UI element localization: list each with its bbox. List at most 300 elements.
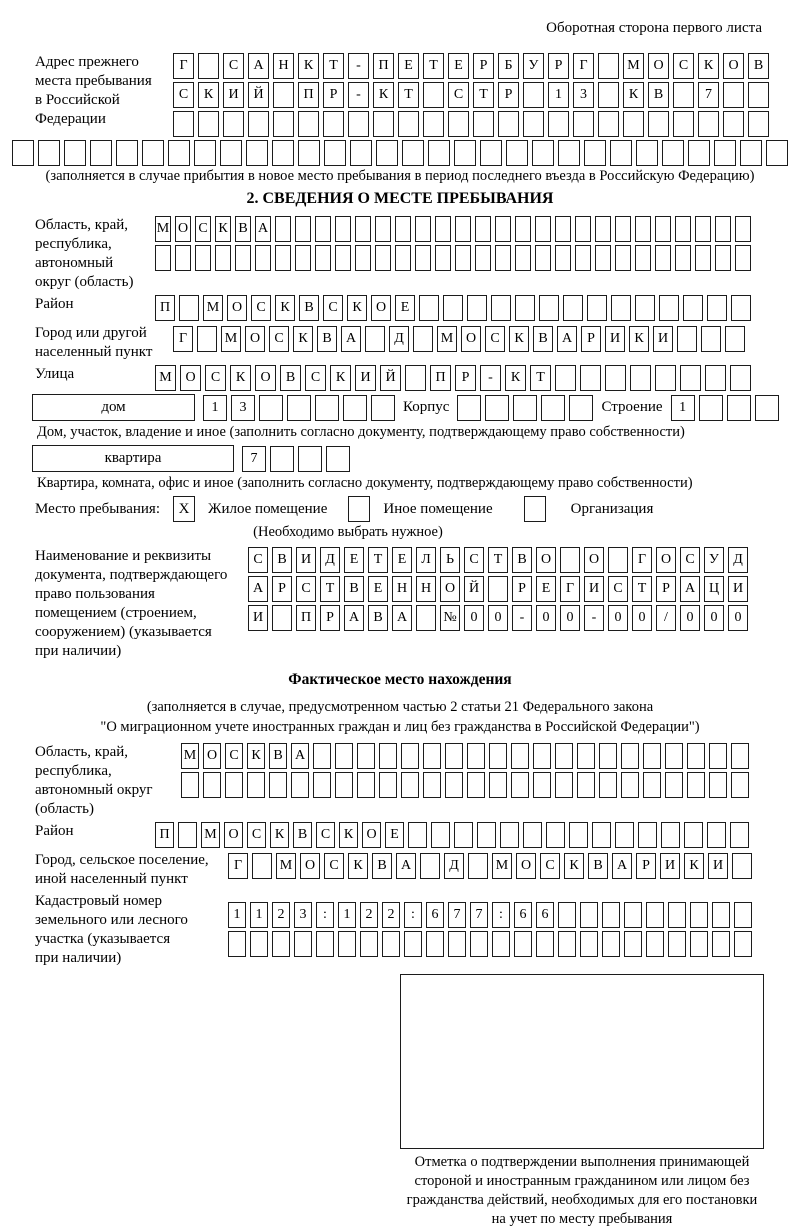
- char-cell[interactable]: [316, 931, 334, 957]
- char-cell[interactable]: Т: [423, 53, 444, 79]
- char-cell[interactable]: А: [557, 326, 577, 352]
- char-cell[interactable]: [313, 772, 331, 798]
- char-cell[interactable]: [419, 295, 439, 321]
- char-cell[interactable]: [64, 140, 86, 166]
- char-cell[interactable]: [223, 111, 244, 137]
- char-cell[interactable]: [350, 140, 372, 166]
- char-cell[interactable]: А: [344, 605, 364, 631]
- char-cell[interactable]: [630, 365, 651, 391]
- char-cell[interactable]: [655, 216, 671, 242]
- char-cell[interactable]: В: [588, 853, 608, 879]
- char-cell[interactable]: П: [296, 605, 316, 631]
- char-cell[interactable]: [683, 295, 703, 321]
- char-cell[interactable]: [491, 295, 511, 321]
- char-cell[interactable]: [687, 743, 705, 769]
- char-cell[interactable]: [595, 245, 611, 271]
- char-cell[interactable]: [515, 216, 531, 242]
- char-cell[interactable]: [580, 902, 598, 928]
- char-cell[interactable]: [599, 772, 617, 798]
- char-cell[interactable]: И: [355, 365, 376, 391]
- char-cell[interactable]: [404, 931, 422, 957]
- char-cell[interactable]: [734, 902, 752, 928]
- char-cell[interactable]: И: [223, 82, 244, 108]
- char-cell[interactable]: Р: [636, 853, 656, 879]
- char-cell[interactable]: А: [341, 326, 361, 352]
- char-cell[interactable]: [592, 822, 611, 848]
- stay-type-checkbox-residential[interactable]: X: [173, 496, 195, 522]
- char-cell[interactable]: П: [155, 295, 175, 321]
- char-cell[interactable]: О: [536, 547, 556, 573]
- char-cell[interactable]: Г: [573, 53, 594, 79]
- char-cell[interactable]: [142, 140, 164, 166]
- char-cell[interactable]: [197, 326, 217, 352]
- char-cell[interactable]: [246, 140, 268, 166]
- char-cell[interactable]: М: [155, 365, 176, 391]
- char-cell[interactable]: [621, 772, 639, 798]
- char-cell[interactable]: [643, 772, 661, 798]
- char-cell[interactable]: К: [198, 82, 219, 108]
- char-cell[interactable]: К: [684, 853, 704, 879]
- char-cell[interactable]: [467, 743, 485, 769]
- char-cell[interactable]: С: [540, 853, 560, 879]
- char-cell[interactable]: [315, 395, 339, 421]
- char-cell[interactable]: /: [656, 605, 676, 631]
- char-cell[interactable]: [203, 772, 221, 798]
- char-cell[interactable]: [298, 140, 320, 166]
- char-cell[interactable]: [577, 772, 595, 798]
- char-cell[interactable]: [295, 216, 311, 242]
- char-cell[interactable]: [695, 216, 711, 242]
- char-cell[interactable]: [624, 931, 642, 957]
- fact-district-row[interactable]: [155, 822, 749, 848]
- char-cell[interactable]: [480, 140, 502, 166]
- char-cell[interactable]: [643, 743, 661, 769]
- char-cell[interactable]: К: [275, 295, 295, 321]
- char-cell[interactable]: [455, 216, 471, 242]
- char-cell[interactable]: [357, 772, 375, 798]
- char-cell[interactable]: [655, 365, 676, 391]
- char-cell[interactable]: 6: [514, 902, 532, 928]
- char-cell[interactable]: Т: [320, 576, 340, 602]
- char-cell[interactable]: 3: [231, 395, 255, 421]
- char-cell[interactable]: 0: [488, 605, 508, 631]
- char-cell[interactable]: [259, 395, 283, 421]
- char-cell[interactable]: [677, 326, 697, 352]
- char-cell[interactable]: Д: [444, 853, 464, 879]
- char-cell[interactable]: [598, 111, 619, 137]
- char-cell[interactable]: [714, 140, 736, 166]
- char-cell[interactable]: [348, 111, 369, 137]
- char-cell[interactable]: 0: [632, 605, 652, 631]
- char-cell[interactable]: [12, 140, 34, 166]
- char-cell[interactable]: [335, 216, 351, 242]
- char-cell[interactable]: 2: [382, 902, 400, 928]
- char-cell[interactable]: [295, 245, 311, 271]
- char-cell[interactable]: [413, 326, 433, 352]
- char-cell[interactable]: [560, 547, 580, 573]
- char-cell[interactable]: М: [276, 853, 296, 879]
- char-cell[interactable]: [624, 902, 642, 928]
- char-cell[interactable]: [665, 743, 683, 769]
- char-cell[interactable]: [448, 111, 469, 137]
- char-cell[interactable]: [635, 295, 655, 321]
- char-cell[interactable]: С: [673, 53, 694, 79]
- char-cell[interactable]: [577, 743, 595, 769]
- char-cell[interactable]: И: [605, 326, 625, 352]
- char-cell[interactable]: С: [251, 295, 271, 321]
- char-cell[interactable]: Г: [173, 53, 194, 79]
- char-cell[interactable]: 3: [294, 902, 312, 928]
- char-cell[interactable]: [398, 111, 419, 137]
- char-cell[interactable]: [155, 245, 171, 271]
- char-cell[interactable]: [335, 772, 353, 798]
- char-cell[interactable]: [558, 931, 576, 957]
- char-cell[interactable]: [541, 395, 565, 421]
- char-cell[interactable]: К: [505, 365, 526, 391]
- stay-type-checkbox-other[interactable]: [348, 496, 370, 522]
- char-cell[interactable]: [475, 216, 491, 242]
- char-cell[interactable]: [248, 111, 269, 137]
- char-cell[interactable]: [373, 111, 394, 137]
- char-cell[interactable]: [376, 140, 398, 166]
- char-cell[interactable]: [715, 245, 731, 271]
- char-cell[interactable]: С: [680, 547, 700, 573]
- char-cell[interactable]: В: [648, 82, 669, 108]
- char-cell[interactable]: С: [225, 743, 243, 769]
- char-cell[interactable]: [533, 743, 551, 769]
- char-cell[interactable]: [335, 245, 351, 271]
- char-cell[interactable]: [523, 82, 544, 108]
- document-row-1[interactable]: [248, 547, 748, 573]
- char-cell[interactable]: [492, 931, 510, 957]
- char-cell[interactable]: Н: [392, 576, 412, 602]
- char-cell[interactable]: Е: [448, 53, 469, 79]
- char-cell[interactable]: [723, 111, 744, 137]
- char-cell[interactable]: [615, 822, 634, 848]
- char-cell[interactable]: Е: [395, 295, 415, 321]
- char-cell[interactable]: [455, 245, 471, 271]
- char-cell[interactable]: К: [698, 53, 719, 79]
- prev-address-row-2[interactable]: [173, 82, 769, 108]
- char-cell[interactable]: [375, 245, 391, 271]
- char-cell[interactable]: [730, 365, 751, 391]
- char-cell[interactable]: Т: [368, 547, 388, 573]
- char-cell[interactable]: Р: [473, 53, 494, 79]
- char-cell[interactable]: [235, 245, 251, 271]
- char-cell[interactable]: В: [235, 216, 251, 242]
- char-cell[interactable]: [395, 245, 411, 271]
- char-cell[interactable]: Н: [416, 576, 436, 602]
- char-cell[interactable]: [701, 326, 721, 352]
- char-cell[interactable]: [575, 216, 591, 242]
- char-cell[interactable]: [668, 931, 686, 957]
- char-cell[interactable]: М: [437, 326, 457, 352]
- char-cell[interactable]: 2: [360, 902, 378, 928]
- char-cell[interactable]: [401, 743, 419, 769]
- char-cell[interactable]: В: [512, 547, 532, 573]
- char-cell[interactable]: [375, 216, 391, 242]
- char-cell[interactable]: И: [708, 853, 728, 879]
- char-cell[interactable]: [495, 245, 511, 271]
- char-cell[interactable]: [405, 365, 426, 391]
- char-cell[interactable]: [615, 245, 631, 271]
- char-cell[interactable]: [355, 245, 371, 271]
- char-cell[interactable]: О: [648, 53, 669, 79]
- char-cell[interactable]: [498, 111, 519, 137]
- char-cell[interactable]: [194, 140, 216, 166]
- char-cell[interactable]: Т: [488, 547, 508, 573]
- char-cell[interactable]: И: [653, 326, 673, 352]
- char-cell[interactable]: К: [373, 82, 394, 108]
- char-cell[interactable]: 7: [470, 902, 488, 928]
- char-cell[interactable]: В: [372, 853, 392, 879]
- char-cell[interactable]: [707, 295, 727, 321]
- char-cell[interactable]: [748, 82, 769, 108]
- char-cell[interactable]: [215, 245, 231, 271]
- char-cell[interactable]: [443, 295, 463, 321]
- char-cell[interactable]: [687, 772, 705, 798]
- char-cell[interactable]: [423, 82, 444, 108]
- cadastral-row-2[interactable]: [228, 931, 752, 957]
- char-cell[interactable]: [423, 772, 441, 798]
- char-cell[interactable]: О: [440, 576, 460, 602]
- char-cell[interactable]: [513, 395, 537, 421]
- char-cell[interactable]: [684, 822, 703, 848]
- char-cell[interactable]: [401, 772, 419, 798]
- char-cell[interactable]: [514, 931, 532, 957]
- char-cell[interactable]: [555, 743, 573, 769]
- char-cell[interactable]: И: [248, 605, 268, 631]
- char-cell[interactable]: [467, 772, 485, 798]
- char-cell[interactable]: [181, 772, 199, 798]
- char-cell[interactable]: В: [748, 53, 769, 79]
- char-cell[interactable]: Е: [368, 576, 388, 602]
- char-cell[interactable]: [173, 111, 194, 137]
- char-cell[interactable]: [324, 140, 346, 166]
- char-cell[interactable]: [636, 140, 658, 166]
- char-cell[interactable]: [360, 931, 378, 957]
- char-cell[interactable]: [511, 743, 529, 769]
- district-row[interactable]: [155, 295, 751, 321]
- char-cell[interactable]: Г: [228, 853, 248, 879]
- char-cell[interactable]: О: [245, 326, 265, 352]
- char-cell[interactable]: К: [347, 295, 367, 321]
- char-cell[interactable]: В: [293, 822, 312, 848]
- char-cell[interactable]: [539, 295, 559, 321]
- char-cell[interactable]: А: [248, 576, 268, 602]
- char-cell[interactable]: У: [523, 53, 544, 79]
- char-cell[interactable]: К: [247, 743, 265, 769]
- char-cell[interactable]: Д: [389, 326, 409, 352]
- char-cell[interactable]: [423, 111, 444, 137]
- char-cell[interactable]: Р: [581, 326, 601, 352]
- char-cell[interactable]: [515, 245, 531, 271]
- char-cell[interactable]: [615, 216, 631, 242]
- char-cell[interactable]: :: [492, 902, 510, 928]
- char-cell[interactable]: [515, 295, 535, 321]
- char-cell[interactable]: [428, 140, 450, 166]
- char-cell[interactable]: [431, 822, 450, 848]
- char-cell[interactable]: С: [269, 326, 289, 352]
- char-cell[interactable]: С: [316, 822, 335, 848]
- char-cell[interactable]: О: [584, 547, 604, 573]
- char-cell[interactable]: Т: [632, 576, 652, 602]
- char-cell[interactable]: С: [464, 547, 484, 573]
- char-cell[interactable]: [608, 547, 628, 573]
- char-cell[interactable]: Р: [512, 576, 532, 602]
- char-cell[interactable]: [709, 743, 727, 769]
- char-cell[interactable]: [523, 111, 544, 137]
- char-cell[interactable]: О: [203, 743, 221, 769]
- char-cell[interactable]: Р: [656, 576, 676, 602]
- char-cell[interactable]: К: [230, 365, 251, 391]
- char-cell[interactable]: [584, 140, 606, 166]
- char-cell[interactable]: [371, 395, 395, 421]
- char-cell[interactable]: [225, 772, 243, 798]
- char-cell[interactable]: М: [181, 743, 199, 769]
- char-cell[interactable]: [178, 822, 197, 848]
- char-cell[interactable]: Р: [548, 53, 569, 79]
- char-cell[interactable]: [673, 111, 694, 137]
- char-cell[interactable]: [273, 111, 294, 137]
- char-cell[interactable]: [621, 743, 639, 769]
- char-cell[interactable]: [661, 822, 680, 848]
- document-row-2[interactable]: [248, 576, 748, 602]
- char-cell[interactable]: О: [371, 295, 391, 321]
- char-cell[interactable]: Д: [320, 547, 340, 573]
- char-cell[interactable]: [680, 365, 701, 391]
- char-cell[interactable]: С: [448, 82, 469, 108]
- char-cell[interactable]: [598, 53, 619, 79]
- fact-city-row[interactable]: [228, 853, 752, 879]
- char-cell[interactable]: Р: [498, 82, 519, 108]
- char-cell[interactable]: Б: [498, 53, 519, 79]
- char-cell[interactable]: 3: [573, 82, 594, 108]
- char-cell[interactable]: В: [272, 547, 292, 573]
- char-cell[interactable]: В: [368, 605, 388, 631]
- char-cell[interactable]: [735, 245, 751, 271]
- char-cell[interactable]: [580, 365, 601, 391]
- char-cell[interactable]: [635, 245, 651, 271]
- char-cell[interactable]: Т: [398, 82, 419, 108]
- char-cell[interactable]: [485, 395, 509, 421]
- char-cell[interactable]: [675, 245, 691, 271]
- char-cell[interactable]: Р: [320, 605, 340, 631]
- char-cell[interactable]: [477, 822, 496, 848]
- char-cell[interactable]: [382, 931, 400, 957]
- char-cell[interactable]: [599, 743, 617, 769]
- char-cell[interactable]: В: [317, 326, 337, 352]
- char-cell[interactable]: 0: [560, 605, 580, 631]
- char-cell[interactable]: С: [247, 822, 266, 848]
- char-cell[interactable]: Й: [248, 82, 269, 108]
- char-cell[interactable]: М: [203, 295, 223, 321]
- char-cell[interactable]: [168, 140, 190, 166]
- char-cell[interactable]: И: [584, 576, 604, 602]
- char-cell[interactable]: В: [344, 576, 364, 602]
- char-cell[interactable]: [655, 245, 671, 271]
- stay-type-checkbox-organization[interactable]: [524, 496, 546, 522]
- char-cell[interactable]: А: [396, 853, 416, 879]
- char-cell[interactable]: [748, 111, 769, 137]
- char-cell[interactable]: [335, 743, 353, 769]
- char-cell[interactable]: Д: [728, 547, 748, 573]
- char-cell[interactable]: Г: [632, 547, 652, 573]
- char-cell[interactable]: К: [293, 326, 313, 352]
- char-cell[interactable]: [272, 605, 292, 631]
- char-cell[interactable]: -: [512, 605, 532, 631]
- fact-region-row-1[interactable]: [181, 743, 749, 769]
- char-cell[interactable]: [734, 931, 752, 957]
- char-cell[interactable]: М: [623, 53, 644, 79]
- cadastral-row-1[interactable]: [228, 902, 752, 928]
- char-cell[interactable]: [489, 743, 507, 769]
- char-cell[interactable]: [602, 931, 620, 957]
- char-cell[interactable]: [272, 931, 290, 957]
- char-cell[interactable]: Н: [273, 53, 294, 79]
- char-cell[interactable]: [445, 772, 463, 798]
- char-cell[interactable]: [426, 931, 444, 957]
- char-cell[interactable]: Л: [416, 547, 436, 573]
- char-cell[interactable]: [500, 822, 519, 848]
- char-cell[interactable]: [495, 216, 511, 242]
- char-cell[interactable]: [470, 931, 488, 957]
- char-cell[interactable]: [569, 822, 588, 848]
- char-cell[interactable]: [488, 576, 508, 602]
- char-cell[interactable]: [415, 216, 431, 242]
- char-cell[interactable]: Е: [344, 547, 364, 573]
- char-cell[interactable]: Г: [173, 326, 193, 352]
- region-row-1[interactable]: [155, 216, 751, 242]
- char-cell[interactable]: [548, 111, 569, 137]
- char-cell[interactable]: -: [584, 605, 604, 631]
- char-cell[interactable]: С: [195, 216, 211, 242]
- char-cell[interactable]: [473, 111, 494, 137]
- char-cell[interactable]: М: [155, 216, 171, 242]
- char-cell[interactable]: [605, 365, 626, 391]
- char-cell[interactable]: [755, 395, 779, 421]
- char-cell[interactable]: [646, 931, 664, 957]
- char-cell[interactable]: С: [608, 576, 628, 602]
- char-cell[interactable]: [740, 140, 762, 166]
- char-cell[interactable]: 7: [242, 446, 266, 472]
- char-cell[interactable]: [732, 853, 752, 879]
- char-cell[interactable]: К: [339, 822, 358, 848]
- fact-region-row-2[interactable]: [181, 772, 749, 798]
- char-cell[interactable]: А: [291, 743, 309, 769]
- char-cell[interactable]: Й: [380, 365, 401, 391]
- char-cell[interactable]: 7: [448, 902, 466, 928]
- char-cell[interactable]: 0: [704, 605, 724, 631]
- prev-address-row-4[interactable]: [12, 140, 782, 166]
- char-cell[interactable]: [315, 245, 331, 271]
- char-cell[interactable]: 7: [698, 82, 719, 108]
- char-cell[interactable]: О: [255, 365, 276, 391]
- char-cell[interactable]: К: [564, 853, 584, 879]
- char-cell[interactable]: [723, 82, 744, 108]
- char-cell[interactable]: [535, 216, 551, 242]
- char-cell[interactable]: О: [461, 326, 481, 352]
- char-cell[interactable]: [511, 772, 529, 798]
- char-cell[interactable]: [690, 902, 708, 928]
- char-cell[interactable]: [247, 772, 265, 798]
- prev-address-row-1[interactable]: [173, 53, 769, 79]
- char-cell[interactable]: [595, 216, 611, 242]
- char-cell[interactable]: [695, 245, 711, 271]
- char-cell[interactable]: [198, 111, 219, 137]
- char-cell[interactable]: И: [728, 576, 748, 602]
- char-cell[interactable]: [198, 53, 219, 79]
